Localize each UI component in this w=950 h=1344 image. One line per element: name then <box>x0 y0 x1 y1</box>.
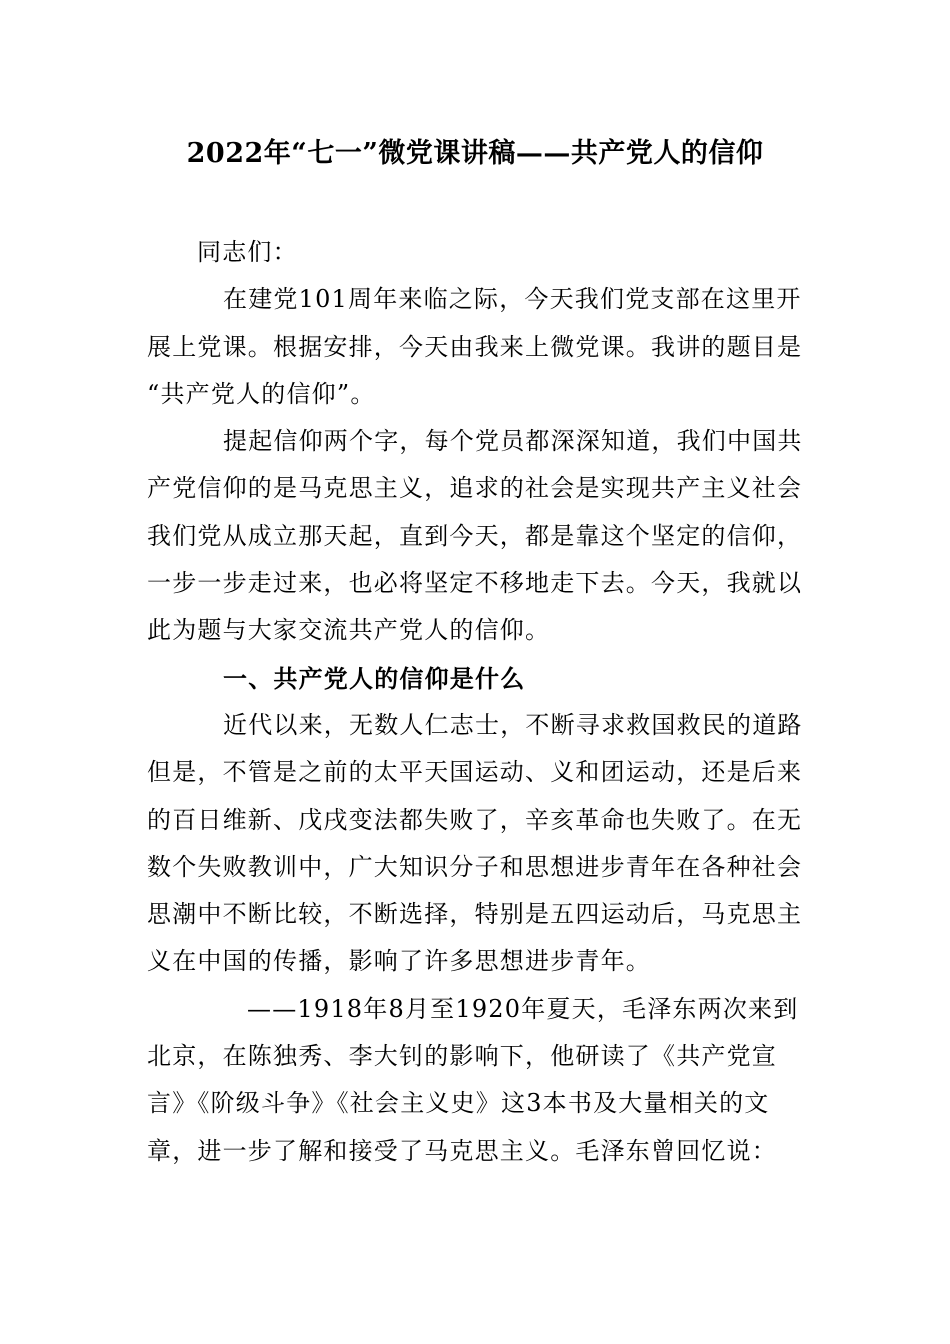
paragraph-line: 此为题与大家交流共产党人的信仰。 <box>147 616 551 645</box>
paragraph-line: 数个失败教训中，广大知识分子和思想进步青年在各种社会 <box>147 852 803 881</box>
paragraph-line: 义在中国的传播，影响了许多思想进步青年。 <box>147 947 651 976</box>
paragraph-line: 展上党课。根据安排，今天由我来上微党课。我讲的题目是 <box>147 332 803 361</box>
paragraph-line: 在建党101周年来临之际，今天我们党支部在这里开 <box>223 285 802 314</box>
paragraph-line: 一步一步走过来，也必将坚定不移地走下去。今天，我就以 <box>147 569 803 598</box>
paragraph-line: 思潮中不断比较，不断选择，特别是五四运动后，马克思主 <box>147 900 803 929</box>
salutation-line: 同志们： <box>197 238 298 266</box>
paragraph-line: ——1918年8月至1920年夏天，毛泽东两次来到 <box>247 994 799 1023</box>
paragraph-line: 章，进一步了解和接受了马克思主义。毛泽东曾回忆说： <box>147 1136 777 1165</box>
document-title: 2022年“七一”微党课讲稿——共产党人的信仰 <box>186 138 764 169</box>
paragraph-line: 言》《阶级斗争》《社会主义史》这3本书及大量相关的文 <box>147 1089 770 1118</box>
paragraph-line: 但是，不管是之前的太平天国运动、义和团运动，还是后来 <box>147 758 803 787</box>
paragraph-line: 提起信仰两个字，每个党员都深深知道，我们中国共 <box>223 427 803 456</box>
paragraph-line: 产党信仰的是马克思主义，追求的社会是实现共产主义社会 <box>147 474 803 503</box>
paragraph-line: 近代以来，无数人仁志士，不断寻求救国救民的道路 <box>223 710 803 739</box>
section-heading: 一、共产党人的信仰是什么 <box>223 663 526 693</box>
paragraph-line: 的百日维新、戊戌变法都失败了，辛亥革命也失败了。在无 <box>147 805 803 834</box>
document-body <box>147 229 808 1175</box>
paragraph-line: “共产党人的信仰”。 <box>147 379 376 408</box>
paragraph-line: 北京，在陈独秀、李大钊的影响下，他研读了《共产党宣 <box>147 1042 777 1071</box>
paragraph-line: 我们党从成立那天起，直到今天，都是靠这个坚定的信仰， <box>147 521 803 550</box>
